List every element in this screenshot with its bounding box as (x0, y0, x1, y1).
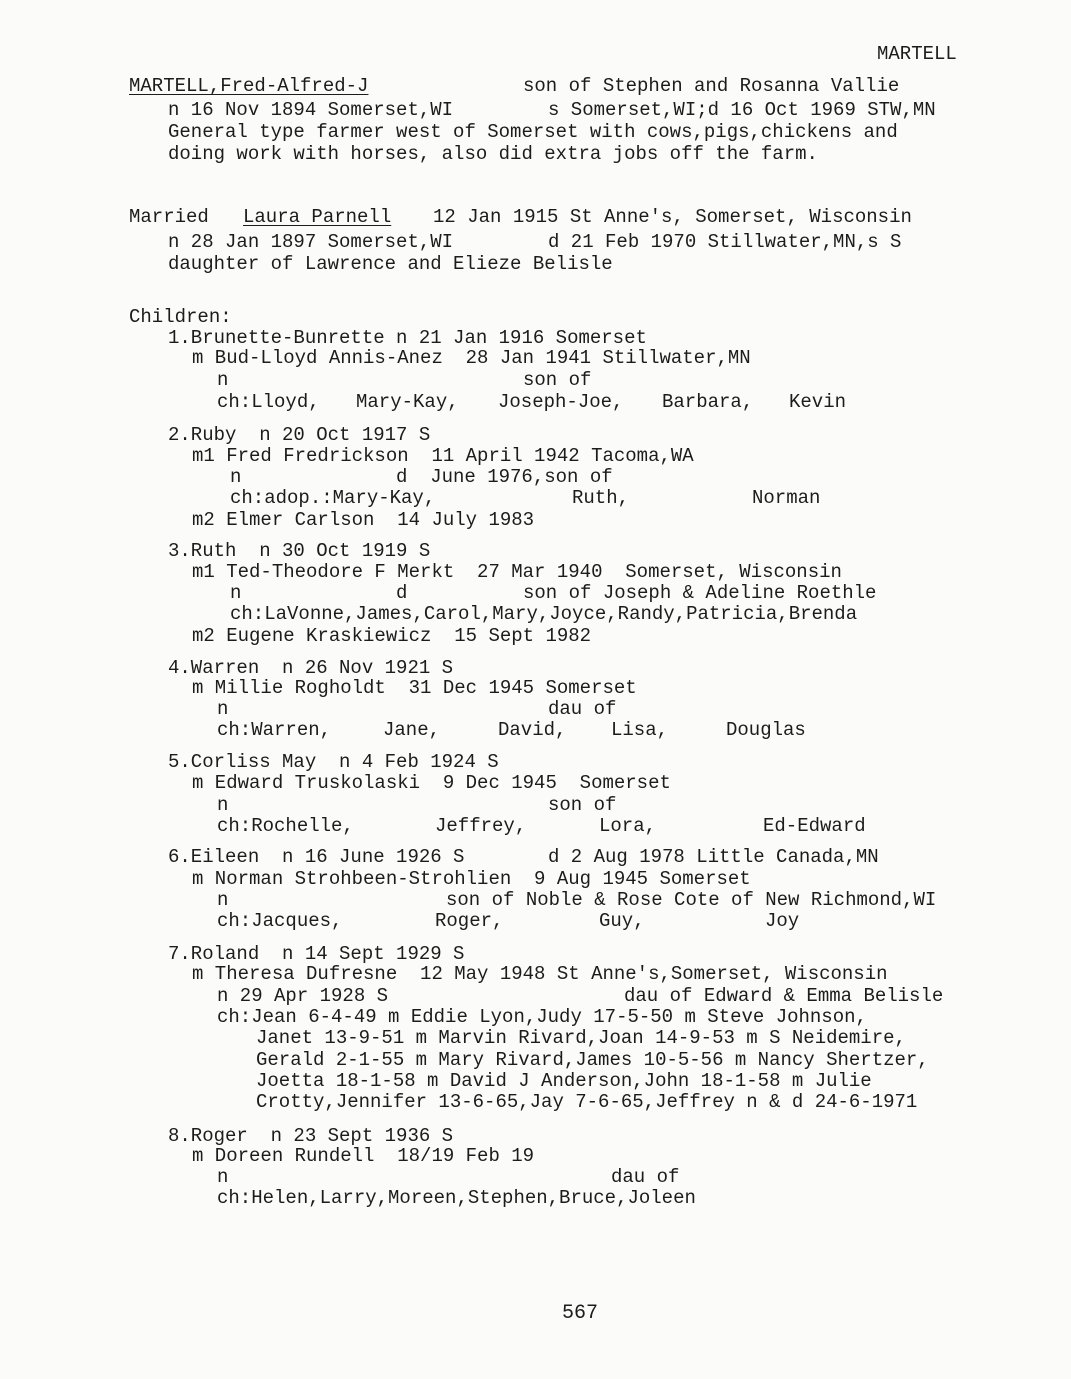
child-line: Ruth, (572, 487, 630, 509)
child-line: ch:Helen,Larry,Moreen,Stephen,Bruce,Joleen (217, 1187, 696, 1209)
child-line: son of Noble & Rose Cote of New Richmond,WI (446, 889, 937, 911)
child-line: Douglas (726, 719, 806, 741)
child-line: 4.Warren n 26 Nov 1921 S (168, 657, 454, 679)
child-line: m Doreen Rundell 18/19 Feb 19 (192, 1145, 535, 1167)
child-line: Joy (765, 910, 800, 932)
child-line: ch:Lloyd, (217, 391, 320, 413)
child-line: ch:Jean 6-4-49 m Eddie Lyon,Judy 17-5-50 m Steve Johnson, (217, 1006, 867, 1028)
spouse-death: d 21 Feb 1970 Stillwater,MN,s S (548, 231, 902, 253)
child-line: Gerald 2-1-55 m Mary Rivard,James 10-5-56 m Nancy Shertzer, (256, 1049, 929, 1071)
child-line: m Edward Truskolaski 9 Dec 1945 Somerset (192, 772, 671, 794)
spouse-parents: daughter of Lawrence and Elieze Belisle (168, 253, 613, 275)
child-line: m Bud-Lloyd Annis-Anez 28 Jan 1941 Stillwater,MN (192, 347, 751, 369)
child-line: 1.Brunette-Bunrette n 21 Jan 1916 Somerset (168, 327, 647, 349)
child-line: Norman (752, 487, 821, 509)
child-line: dau of (548, 698, 617, 720)
child-line: ch:adop.:Mary-Kay, (230, 487, 436, 509)
child-line: m Theresa Dufresne 12 May 1948 St Anne's,Somerset, Wisconsin (192, 963, 888, 985)
child-line: m Millie Rogholdt 31 Dec 1945 Somerset (192, 677, 637, 699)
child-line: Lisa, (611, 719, 669, 741)
child-line: n (230, 466, 242, 488)
child-line: Janet 13-9-51 m Marvin Rivard,Joan 14-9-53 m S Neidemire, (256, 1027, 906, 1049)
child-line: m Norman Strohbeen-Strohlien 9 Aug 1945 Somerset (192, 868, 751, 890)
child-line: ch:LaVonne,James,Carol,Mary,Joyce,Randy,Patricia,Brenda (230, 603, 858, 625)
child-line: n (217, 889, 229, 911)
head-description-1: General type farmer west of Somerset with cows,pigs,chickens and (168, 121, 898, 143)
spouse-prefix: Married (129, 206, 209, 228)
child-line: Jeffrey, (435, 815, 527, 837)
spouse-marriage: 12 Jan 1915 St Anne's, Somerset, Wisconsin (433, 206, 912, 228)
child-line: 7.Roland n 14 Sept 1929 S (168, 943, 465, 965)
child-line: m2 Eugene Kraskiewicz 15 Sept 1982 (192, 625, 592, 647)
child-line: d 2 Aug 1978 Little Canada,MN (548, 846, 879, 868)
child-line: Kevin (789, 391, 847, 413)
child-line: Joetta 18-1-58 m David J Anderson,John 18-1-58 m Julie (256, 1070, 872, 1092)
head-description-2: doing work with horses, also did extra jobs off the farm. (168, 143, 818, 165)
child-line: 3.Ruth n 30 Oct 1919 S (168, 540, 431, 562)
child-line: dau of Edward & Emma Belisle (624, 985, 944, 1007)
spouse-birth: n 28 Jan 1897 Somerset,WI (168, 231, 454, 253)
child-line: Guy, (599, 910, 645, 932)
child-line: ch:Rochelle, (217, 815, 354, 837)
child-line: n (217, 698, 229, 720)
head-name: MARTELL,Fred-Alfred-J (129, 75, 369, 97)
child-line: 6.Eileen n 16 June 1926 S (168, 846, 465, 868)
child-line: 5.Corliss May n 4 Feb 1924 S (168, 751, 499, 773)
child-line: Crotty,Jennifer 13-6-65,Jay 7-6-65,Jeffrey n & d 24-6-1971 (256, 1091, 918, 1113)
child-line: 8.Roger n 23 Sept 1936 S (168, 1125, 454, 1147)
child-line: Lora, (599, 815, 657, 837)
page-number: 567 (562, 1302, 599, 1325)
child-line: n (230, 582, 242, 604)
child-line: 2.Ruby n 20 Oct 1917 S (168, 424, 431, 446)
child-line: n (217, 794, 229, 816)
child-line: son of (523, 369, 592, 391)
children-heading: Children: (129, 306, 232, 328)
child-line: Mary-Kay, (356, 391, 459, 413)
child-line: Joseph-Joe, (498, 391, 624, 413)
child-line: m2 Elmer Carlson 14 July 1983 (192, 509, 535, 531)
child-line: son of (548, 794, 617, 816)
child-line: Barbara, (662, 391, 754, 413)
child-line: m1 Ted-Theodore F Merkt 27 Mar 1940 Somerset, Wisconsin (192, 561, 842, 583)
child-line: d June 1976,son of (396, 466, 613, 488)
child-line: dau of (611, 1166, 680, 1188)
child-line: n (217, 1166, 229, 1188)
child-line: ch:Jacques, (217, 910, 343, 932)
child-line: m1 Fred Fredrickson 11 April 1942 Tacoma,WA (192, 445, 694, 467)
child-line: d (396, 582, 408, 604)
child-line: David, (498, 719, 567, 741)
child-line: ch:Warren, (217, 719, 332, 741)
child-line: n (217, 369, 229, 391)
child-line: Roger, (435, 910, 504, 932)
head-birth: n 16 Nov 1894 Somerset,WI (168, 99, 454, 121)
child-line: Jane, (383, 719, 441, 741)
spouse-name: Laura Parnell (243, 206, 392, 228)
page-header-surname: MARTELL (877, 43, 957, 65)
head-parents: son of Stephen and Rosanna Vallie (523, 75, 900, 97)
head-burial-death: s Somerset,WI;d 16 Oct 1969 STW,MN (548, 99, 936, 121)
child-line: n 29 Apr 1928 S (217, 985, 389, 1007)
child-line: son of Joseph & Adeline Roethle (523, 582, 877, 604)
child-line: Ed-Edward (763, 815, 866, 837)
